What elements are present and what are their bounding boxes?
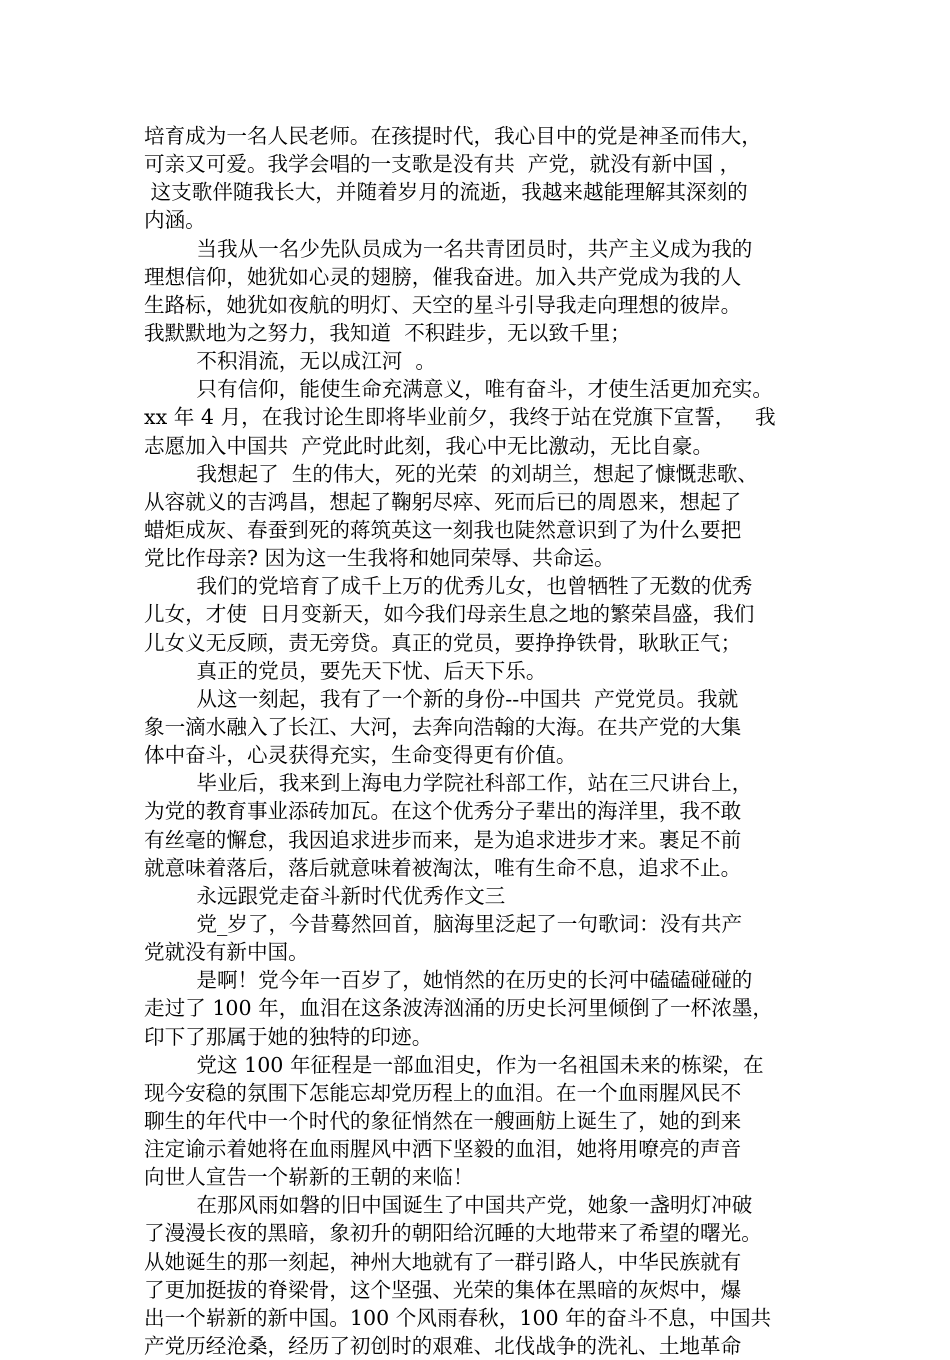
text-line: 党这 100 年征程是一部血泪史，作为一名祖国未来的栋梁，在 (144, 1052, 764, 1077)
text-line: 象一滴水融入了长江、大河，去奔向浩翰的大海。在共产党的大集 (144, 714, 742, 739)
text-line: 志愿加入中国共 产党此时此刻，我心中无比激动，无比自豪。 (144, 433, 714, 458)
text-line: 毕业后，我来到上海电力学院社科部工作，站在三尺讲台上， (144, 771, 753, 796)
text-line: xx 年 4 月，在我讨论生即将毕业前夕，我终于站在党旗下宣誓， 我 (144, 405, 776, 430)
text-line: 我想起了 生的伟大，死的光荣 的刘胡兰，想起了慷慨悲歌、 (144, 461, 758, 486)
document-page (144, 122, 808, 1360)
text-line: 了漫漫长夜的黑暗，象初升的朝阳给沉睡的大地带来了希望的曙光。 (144, 1221, 762, 1246)
text-line: 了更加挺拔的脊梁骨，这个坚强、光荣的集体在黑暗的灰烬中，爆 (144, 1277, 742, 1302)
text-line: 在那风雨如磐的旧中国诞生了中国共产党，她象一盏明灯冲破 (144, 1193, 753, 1218)
text-line: 真正的党员，要先天下忧、后天下乐。 (144, 658, 547, 683)
text-line: 党比作母亲? 因为这一生我将和她同荣辱、共命运。 (144, 546, 615, 571)
text-line: 永远跟党走奋斗新时代优秀作文三 (144, 883, 506, 908)
text-line: 有丝毫的懈怠，我因追求进步而来，是为追求进步才来。裹足不前 (144, 827, 742, 852)
text-line: 体中奋斗，心灵获得充实，生命变得更有价值。 (144, 743, 577, 768)
text-line: 我默默地为之努力，我知道 不积跬步，无以致千里； (144, 320, 631, 345)
text-line: 培育成为一名人民老师。在孩提时代，我心目中的党是神圣而伟大， (144, 124, 762, 148)
text-line: 从容就义的吉鸿昌，想起了鞠躬尽瘁、死而后已的周恩来，想起了 (144, 489, 742, 514)
text-line: 现今安稳的氛围下怎能忘却党历程上的血泪。在一个血雨腥风民不 (144, 1080, 742, 1105)
text-line: 党_岁了，今昔蓦然回首，脑海里泛起了一句歌词：没有共产 (144, 911, 743, 936)
text-line: 理想信仰，她犹如心灵的翅膀，催我奋进。加入共产党成为我的人 (144, 264, 742, 289)
text-line: 为党的教育事业添砖加瓦。在这个优秀分子辈出的海洋里，我不敢 (144, 799, 742, 824)
text-line: 我们的党培育了成千上万的优秀儿女，也曾牺牲了无数的优秀 (144, 574, 753, 599)
text-line: 内涵。 (144, 208, 206, 233)
text-line: 向世人宣告一个崭新的王朝的来临！ (144, 1165, 474, 1190)
text-line: 就意味着落后，落后就意味着被淘汰，唯有生命不息，追求不止。 (144, 855, 742, 880)
text-line: 从她诞生的那一刻起，神州大地就有了一群引路人，中华民族就有 (144, 1249, 742, 1274)
text-line: 从这一刻起，我有了一个新的身份--中国共 产党党员。我就 (144, 686, 739, 711)
text-line: 当我从一名少先队员成为一名共青团员时，共产主义成为我的 (144, 236, 753, 261)
text-line: 儿女义无反顾，责无旁贷。真正的党员，要挣挣铁骨，耿耿正气； (144, 630, 742, 655)
text-line: 儿女，才使 日月变新天，如今我们母亲生息之地的繁荣昌盛，我们 (144, 602, 755, 627)
text-line: 产党历经沧桑，经历了初创时的艰难、北伐战争的洗礼、土地革命 (144, 1334, 742, 1359)
text-line: 党就没有新中国。 (144, 940, 309, 965)
text-line: 出一个崭新的新中国。100 个风雨春秋，100 年的奋斗不息，中国共 (144, 1305, 772, 1330)
text-line: 注定谕示着她将在血雨腥风中洒下坚毅的血泪，她将用嘹亮的声音 (144, 1137, 742, 1162)
text-line: 蜡炬成灰、春蚕到死的蒋筑英这一刻我也陡然意识到了为什么要把 (144, 517, 742, 542)
text-line: 走过了 100 年，血泪在这条波涛汹涌的历史长河里倾倒了一杯浓墨， (144, 996, 774, 1021)
text-line: 印下了那属于她的独特的印迹。 (144, 1024, 433, 1049)
text-line: 生路标，她犹如夜航的明灯、天空的星斗引导我走向理想的彼岸。 (144, 292, 742, 317)
text-line: 这支歌伴随我长大，并随着岁月的流逝，我越来越能理解其深刻的 (144, 180, 748, 205)
text-line: 是啊！党今年一百岁了，她悄然的在历史的长河中磕磕碰碰的 (144, 968, 753, 993)
text-line: 不积涓流，无以成江河 。 (144, 349, 436, 374)
text-line: 可亲又可爱。我学会唱的一支歌是没有共 产党，就没有新中国 ， (144, 152, 741, 177)
text-line: 只有信仰，能使生命充满意义，唯有奋斗，才使生活更加充实。 (144, 377, 773, 402)
text-line: 聊生的年代中一个时代的象征悄然在一艘画舫上诞生了，她的到来 (144, 1108, 742, 1133)
